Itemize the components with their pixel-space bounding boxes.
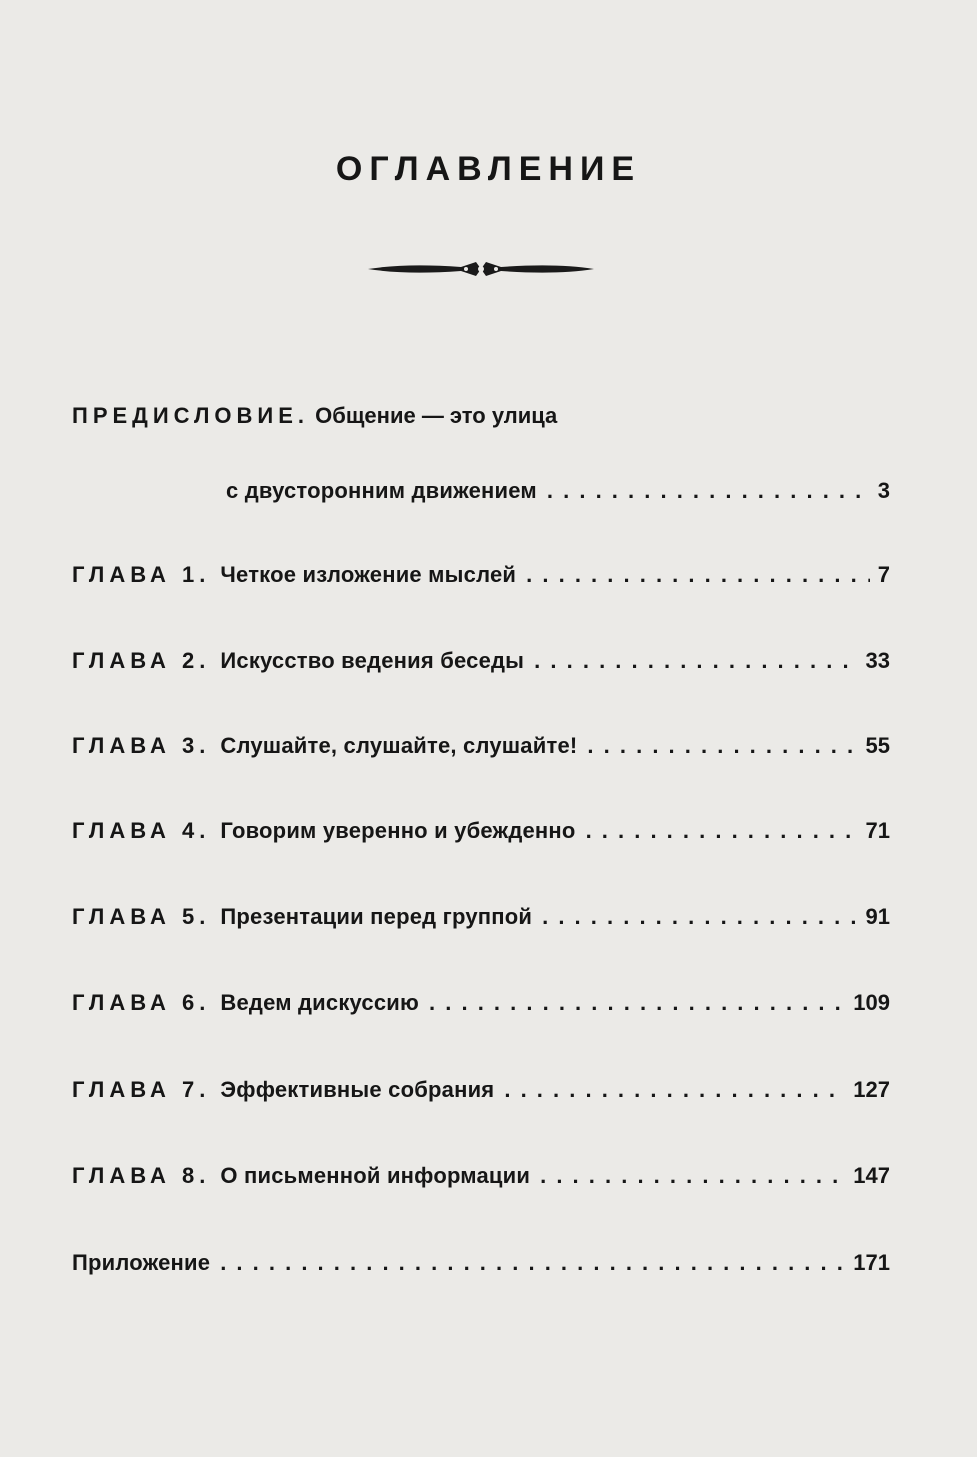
toc-entry-appendix[interactable] bbox=[72, 1250, 890, 1286]
preface-title-line-2: с двусторонним движением bbox=[226, 478, 537, 503]
page-number: 55 bbox=[865, 733, 890, 758]
toc-entry-chapter-7[interactable] bbox=[72, 1077, 890, 1113]
leader-dots bbox=[542, 904, 857, 930]
chapter-title: Слушайте, слушайте, слушайте! bbox=[220, 733, 578, 758]
chapter-label: ГЛАВА 3. bbox=[72, 733, 211, 758]
ornament-divider-icon bbox=[366, 258, 596, 280]
leader-dots bbox=[429, 990, 845, 1016]
chapter-title: Говорим уверенно и убежденно bbox=[220, 818, 576, 843]
page-number: 71 bbox=[865, 818, 890, 843]
toc-entry-chapter-1[interactable] bbox=[72, 562, 890, 598]
chapter-title: Презентации перед группой bbox=[220, 904, 533, 929]
page-number: 109 bbox=[853, 990, 890, 1015]
leader-dots bbox=[220, 1250, 845, 1276]
toc-entry-chapter-2[interactable] bbox=[72, 648, 890, 684]
leader-dots bbox=[504, 1077, 845, 1103]
page-number: 7 bbox=[877, 562, 890, 587]
appendix-title: Приложение bbox=[72, 1250, 211, 1275]
toc-entry-preface[interactable] bbox=[226, 478, 890, 514]
chapter-title: Искусство ведения беседы bbox=[220, 648, 525, 673]
toc-entry-chapter-3[interactable] bbox=[72, 733, 890, 769]
preface-line-1[interactable] bbox=[72, 403, 557, 429]
chapter-title: Ведем дискуссию bbox=[220, 990, 420, 1015]
leader-dots bbox=[526, 562, 870, 588]
chapter-title: О письменной информации bbox=[220, 1163, 531, 1188]
chapter-label: ГЛАВА 8. bbox=[72, 1163, 211, 1188]
chapter-label: ГЛАВА 2. bbox=[72, 648, 211, 673]
page-number: 127 bbox=[853, 1077, 890, 1102]
chapter-label: ГЛАВА 1. bbox=[72, 562, 211, 587]
leader-dots bbox=[547, 478, 870, 504]
page-number: 91 bbox=[865, 904, 890, 929]
page-number: 147 bbox=[853, 1163, 890, 1188]
chapter-label: ГЛАВА 7. bbox=[72, 1077, 211, 1102]
chapter-title: Эффективные собрания bbox=[220, 1077, 495, 1102]
page-title: ОГЛАВЛЕНИЕ bbox=[335, 150, 642, 188]
toc-entry-chapter-8[interactable] bbox=[72, 1163, 890, 1199]
toc-entry-chapter-6[interactable] bbox=[72, 990, 890, 1026]
toc-entry-chapter-5[interactable] bbox=[72, 904, 890, 940]
leader-dots bbox=[587, 733, 857, 759]
leader-dots bbox=[534, 648, 857, 674]
leader-dots bbox=[586, 818, 858, 844]
toc-entry-chapter-4[interactable] bbox=[72, 818, 890, 854]
preface-title-line-1: Общение — это улица bbox=[315, 403, 558, 428]
preface-label: ПРЕДИСЛОВИЕ. bbox=[72, 403, 310, 428]
chapter-title: Четкое изложение мыслей bbox=[220, 562, 517, 587]
page-number: 33 bbox=[865, 648, 890, 673]
chapter-label: ГЛАВА 4. bbox=[72, 818, 211, 843]
chapter-label: ГЛАВА 6. bbox=[72, 990, 211, 1015]
page-number: 3 bbox=[877, 478, 890, 503]
page-number: 171 bbox=[853, 1250, 890, 1275]
leader-dots bbox=[540, 1163, 845, 1189]
chapter-label: ГЛАВА 5. bbox=[72, 904, 211, 929]
